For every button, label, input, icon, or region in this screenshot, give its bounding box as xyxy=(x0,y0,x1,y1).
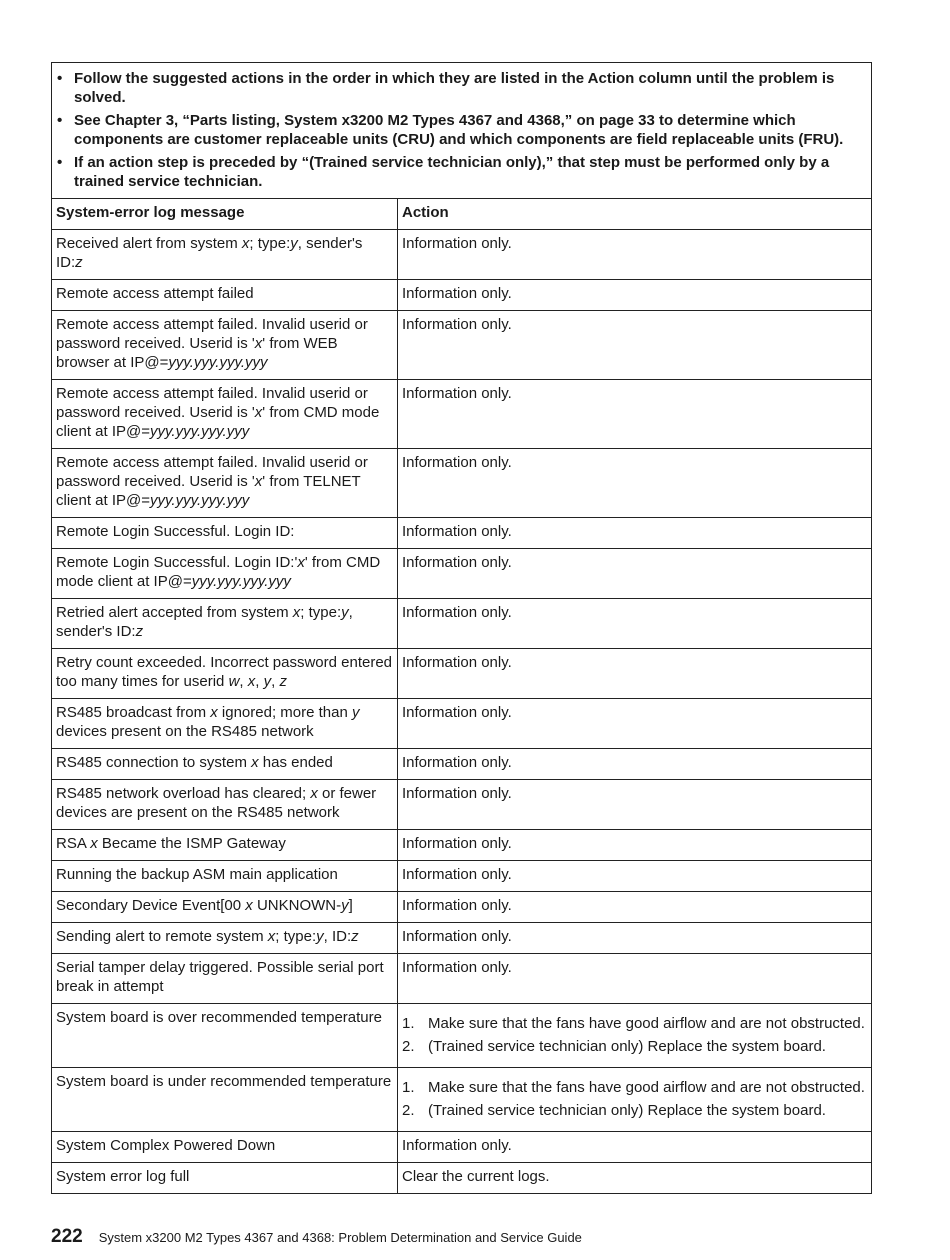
notes-row xyxy=(52,63,872,199)
step-number: 2. xyxy=(402,1102,415,1119)
action-cell: Information only. xyxy=(398,518,872,549)
step-number: 1. xyxy=(402,1015,415,1032)
log-message-cell: Remote access attempt failed. Invalid userid or password received. Userid is 'x' from TELNET client at IP@=yyy.yyy.yyy.yyy xyxy=(52,449,398,518)
log-message-cell: Remote access attempt failed. Invalid userid or password received. Userid is 'x' from CMD mode client at IP@=yyy.yyy.yyy.yyy xyxy=(52,380,398,449)
action-cell: Information only. xyxy=(398,954,872,1004)
action-cell: Clear the current logs. xyxy=(398,1163,872,1194)
action-step xyxy=(402,1037,867,1056)
log-message-cell: Remote access attempt failed. Invalid userid or password received. Userid is 'x' from WEB browser at IP@=yyy.yyy.yyy.yyy xyxy=(52,311,398,380)
column-header-message: System-error log message xyxy=(52,199,398,230)
table-row xyxy=(52,518,872,549)
step-text: Make sure that the fans have good airflow and are not obstructed. xyxy=(428,1015,865,1032)
notes-cell xyxy=(52,63,872,199)
action-step xyxy=(402,1101,867,1120)
action-cell xyxy=(398,1068,872,1132)
table-row xyxy=(52,699,872,749)
action-cell: Information only. xyxy=(398,780,872,830)
log-message-cell: Sending alert to remote system x; type:y, ID:z xyxy=(52,923,398,954)
table-row xyxy=(52,1004,872,1068)
column-header-action: Action xyxy=(398,199,872,230)
table-row xyxy=(52,861,872,892)
system-error-log-table xyxy=(51,62,872,1194)
log-message-cell: RS485 connection to system x has ended xyxy=(52,749,398,780)
action-steps-list xyxy=(402,1014,867,1056)
table-row xyxy=(52,280,872,311)
action-cell: Information only. xyxy=(398,549,872,599)
log-message-cell: Remote Login Successful. Login ID: xyxy=(52,518,398,549)
table-row xyxy=(52,1132,872,1163)
log-message-cell: System board is under recommended temperature xyxy=(52,1068,398,1132)
table-row xyxy=(52,380,872,449)
table-row xyxy=(52,1163,872,1194)
table-row xyxy=(52,549,872,599)
log-message-cell: Serial tamper delay triggered. Possible serial port break in attempt xyxy=(52,954,398,1004)
log-message-cell: Retry count exceeded. Incorrect password entered too many times for userid w, x, y, z xyxy=(52,649,398,699)
table-row xyxy=(52,830,872,861)
table-row xyxy=(52,923,872,954)
step-text: (Trained service technician only) Replace the system board. xyxy=(428,1038,826,1055)
log-message-cell: System board is over recommended temperature xyxy=(52,1004,398,1068)
step-text: Make sure that the fans have good airflow and are not obstructed. xyxy=(428,1079,865,1096)
table-row xyxy=(52,230,872,280)
action-cell: Information only. xyxy=(398,230,872,280)
table-row xyxy=(52,892,872,923)
log-message-cell: Remote Login Successful. Login ID:'x' from CMD mode client at IP@=yyy.yyy.yyy.yyy xyxy=(52,549,398,599)
page-number: 222 xyxy=(51,1226,83,1247)
table-row xyxy=(52,599,872,649)
action-cell: Information only. xyxy=(398,280,872,311)
step-number: 1. xyxy=(402,1079,415,1096)
log-message-cell: RS485 broadcast from x ignored; more than y devices present on the RS485 network xyxy=(52,699,398,749)
action-steps-list xyxy=(402,1078,867,1120)
action-cell: Information only. xyxy=(398,311,872,380)
action-cell: Information only. xyxy=(398,830,872,861)
log-message-cell: Retried alert accepted from system x; type:y, sender's ID:z xyxy=(52,599,398,649)
table-row xyxy=(52,1068,872,1132)
table-row xyxy=(52,749,872,780)
action-cell: Information only. xyxy=(398,1132,872,1163)
action-cell: Information only. xyxy=(398,861,872,892)
action-cell: Information only. xyxy=(398,699,872,749)
action-cell: Information only. xyxy=(398,749,872,780)
step-text: (Trained service technician only) Replace the system board. xyxy=(428,1102,826,1119)
log-message-cell: Running the backup ASM main application xyxy=(52,861,398,892)
log-message-cell: Remote access attempt failed xyxy=(52,280,398,311)
action-cell: Information only. xyxy=(398,449,872,518)
table-row xyxy=(52,311,872,380)
action-cell: Information only. xyxy=(398,599,872,649)
action-cell: Information only. xyxy=(398,380,872,449)
note-item: • See Chapter 3, “Parts listing, System x3200 M2 Types 4367 and 4368,” on page 33 to determine which components are customer replaceable units (CRU) and which components are field replaceable units (FRU). xyxy=(55,111,865,149)
header-row xyxy=(52,199,872,230)
log-message-cell: Secondary Device Event[00 x UNKNOWN-y] xyxy=(52,892,398,923)
action-cell: Information only. xyxy=(398,892,872,923)
log-message-cell: Received alert from system x; type:y, sender's ID:z xyxy=(52,230,398,280)
note-item: • If an action step is preceded by “(Trained service technician only),” that step must be performed only by a trained service technician. xyxy=(55,153,865,191)
action-cell: Information only. xyxy=(398,649,872,699)
table-body xyxy=(52,63,872,1194)
log-message-cell: RSA x Became the ISMP Gateway xyxy=(52,830,398,861)
table-row xyxy=(52,649,872,699)
action-step xyxy=(402,1014,867,1033)
step-number: 2. xyxy=(402,1038,415,1055)
note-item: • Follow the suggested actions in the order in which they are listed in the Action column until the problem is solved. xyxy=(55,69,865,107)
log-message-cell: System Complex Powered Down xyxy=(52,1132,398,1163)
table-row xyxy=(52,449,872,518)
action-step xyxy=(402,1078,867,1097)
table-row xyxy=(52,780,872,830)
footer-title: System x3200 M2 Types 4367 and 4368: Problem Determination and Service Guide xyxy=(98,1230,582,1245)
notes-list xyxy=(55,69,865,191)
page-footer xyxy=(51,1226,582,1248)
log-message-cell: System error log full xyxy=(52,1163,398,1194)
action-cell xyxy=(398,1004,872,1068)
action-cell: Information only. xyxy=(398,923,872,954)
log-message-cell: RS485 network overload has cleared; x or fewer devices are present on the RS485 network xyxy=(52,780,398,830)
table-row xyxy=(52,954,872,1004)
